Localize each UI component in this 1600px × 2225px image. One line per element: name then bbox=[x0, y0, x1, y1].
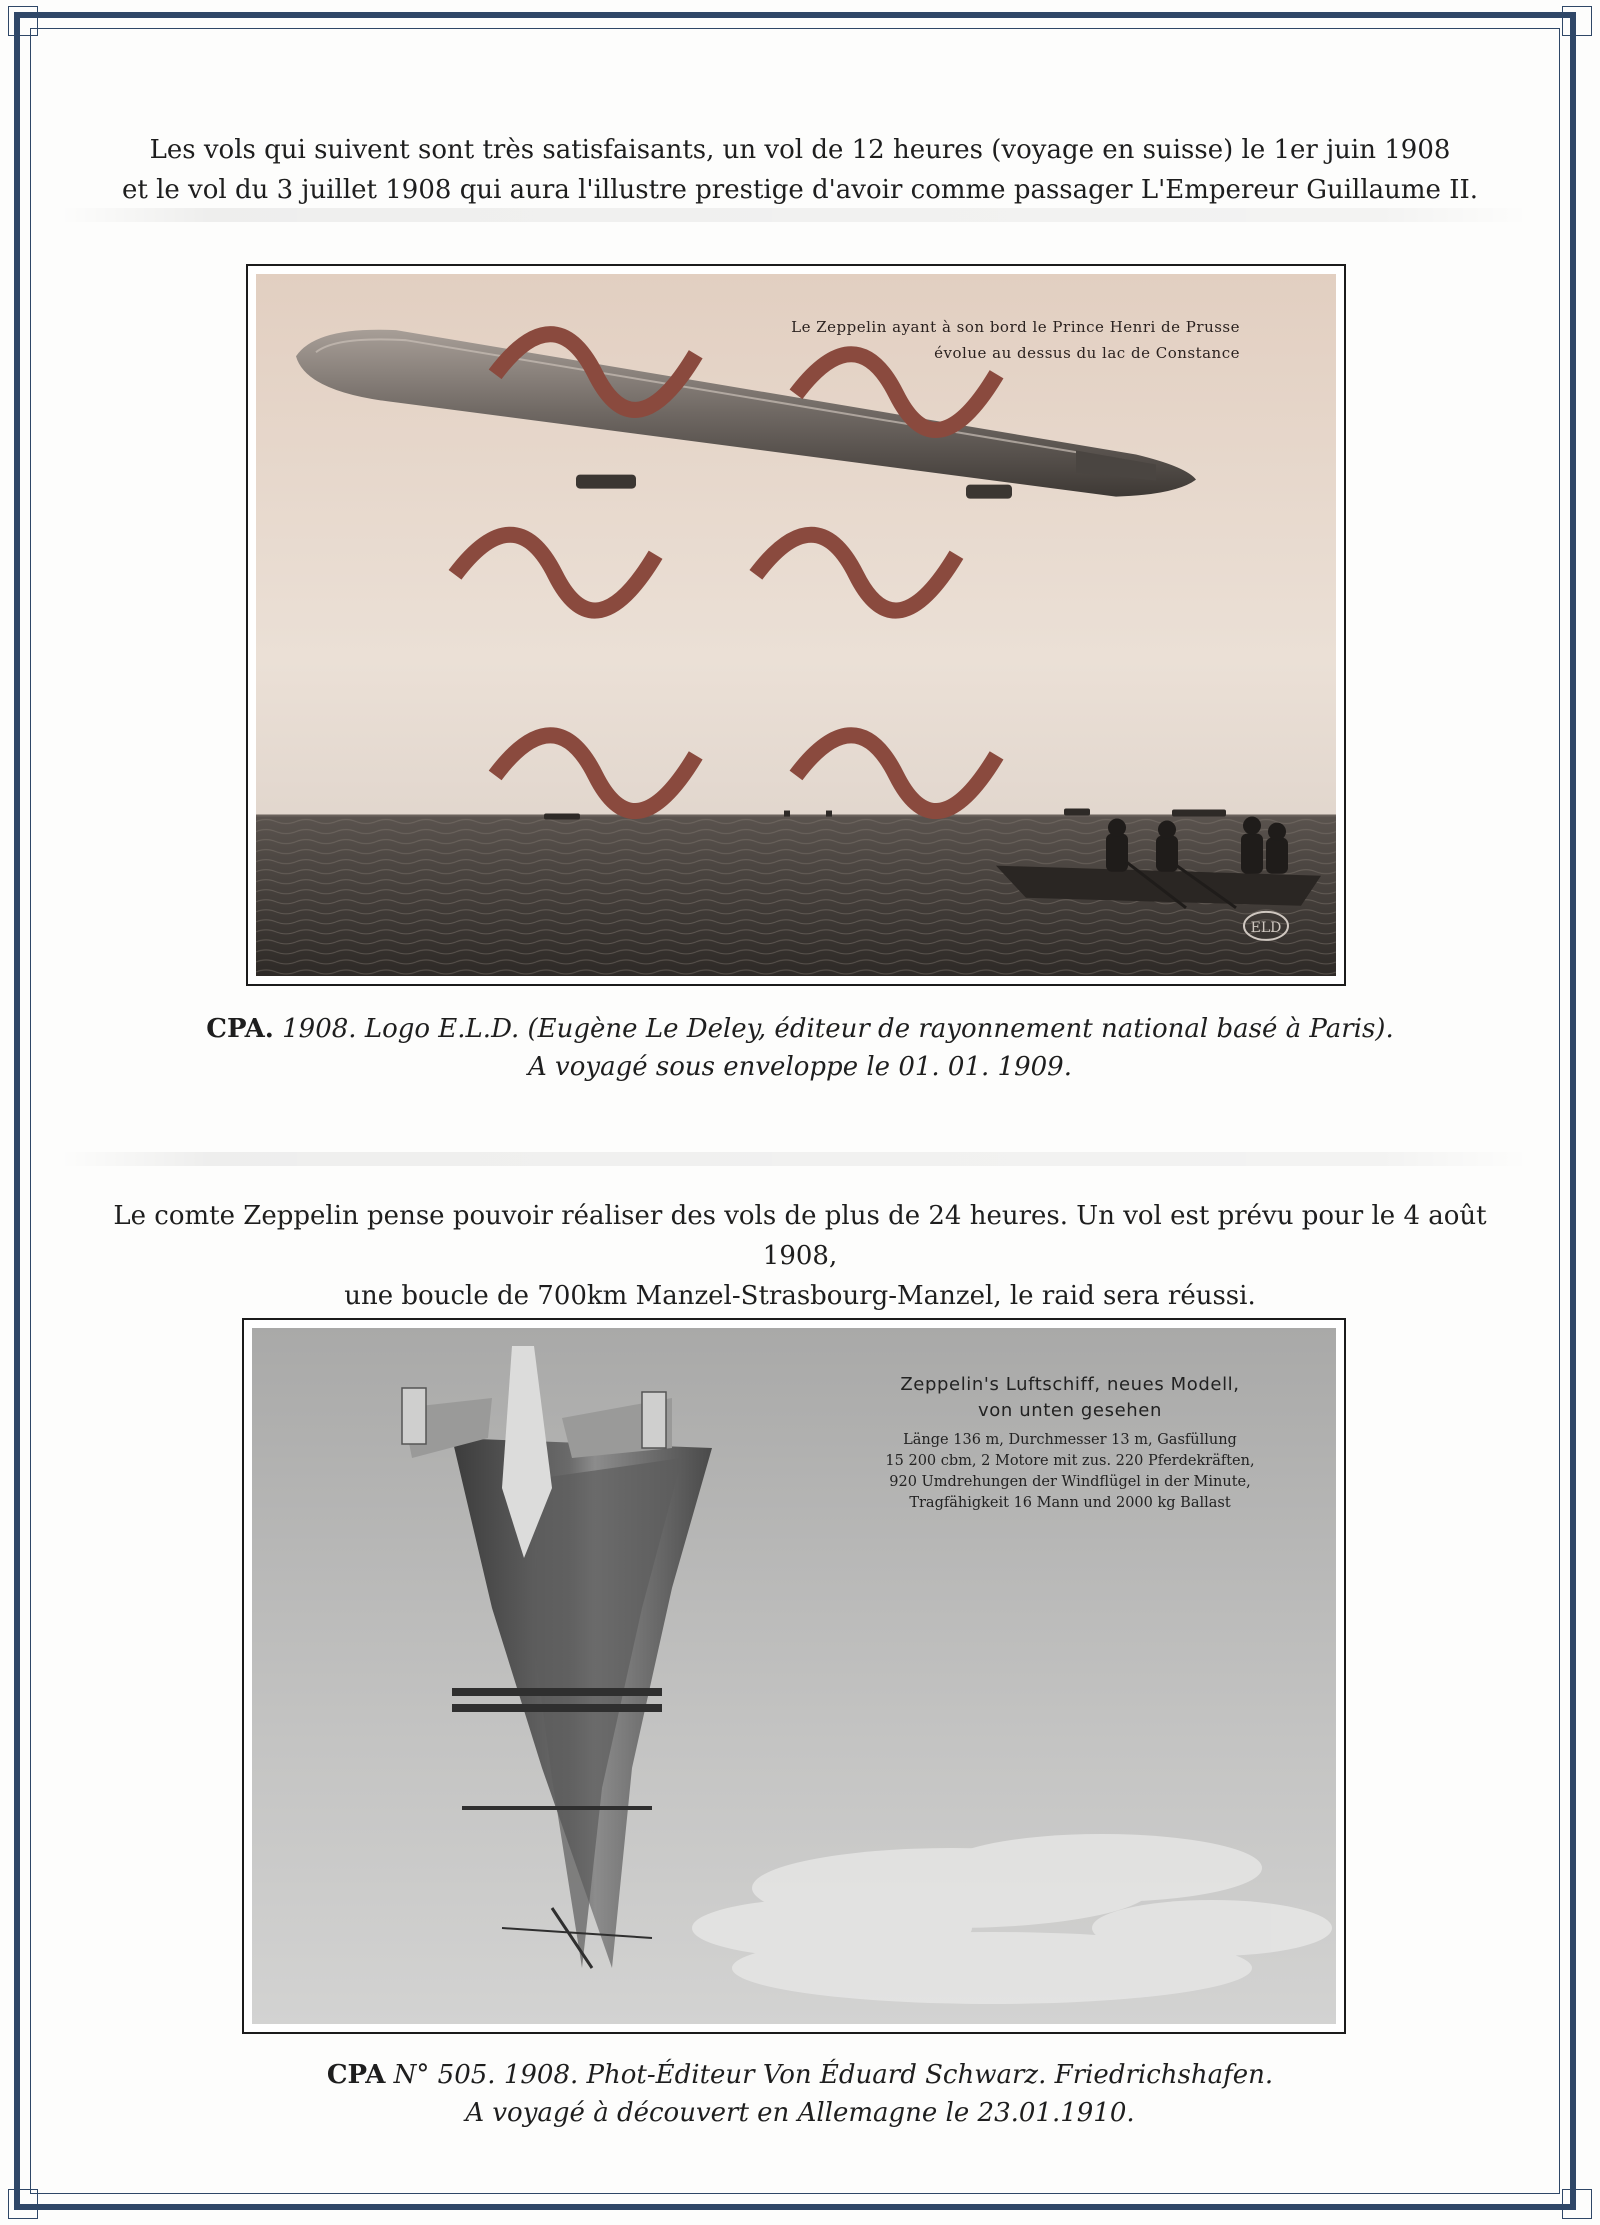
caption-specs bbox=[850, 1430, 1290, 1514]
postcard-zeppelin-lake bbox=[246, 264, 1346, 986]
description-line-2: A voyagé sous enveloppe le 01. 01. 1909. bbox=[528, 1052, 1072, 1082]
caption-title-line: Zeppelin's Luftschiff, neues Modell, bbox=[900, 1374, 1240, 1395]
intro-text-1 bbox=[80, 130, 1520, 210]
postcard-printed-caption bbox=[850, 1372, 1290, 1514]
frame-corner bbox=[8, 6, 38, 36]
description-text: N° 505. 1908. Phot-Éditeur Von Éduard Schwarz. Friedrichshafen. bbox=[385, 2060, 1274, 2090]
handwritten-marks bbox=[256, 274, 1336, 976]
intro-line: une boucle de 700km Manzel-Strasbourg-Manzel, le raid sera réussi. bbox=[344, 1281, 1256, 1311]
postcard-description-2 bbox=[100, 2056, 1500, 2132]
intro-text-2 bbox=[80, 1196, 1520, 1316]
description-line-1 bbox=[100, 1010, 1500, 1048]
divider bbox=[60, 1152, 1530, 1166]
postcard-photo bbox=[252, 1328, 1336, 2024]
frame-corner bbox=[8, 2189, 38, 2219]
description-line-2: A voyagé à découvert en Allemagne le 23.01.1910. bbox=[465, 2098, 1135, 2128]
postcard-photo bbox=[256, 274, 1336, 976]
frame-corner bbox=[1562, 6, 1592, 36]
intro-line: Les vols qui suivent sont très satisfaisants, un vol de 12 heures (voyage en suisse) le 1er juin 1908 bbox=[149, 135, 1451, 165]
publisher-logo-text: ELD bbox=[1250, 919, 1282, 936]
cpa-label: CPA. bbox=[206, 1014, 274, 1044]
spec-line: 920 Umdrehungen der Windflügel in der Minute, bbox=[889, 1474, 1251, 1490]
intro-line: et le vol du 3 juillet 1908 qui aura l'illustre prestige d'avoir comme passager L'Empereur Guillaume II. bbox=[121, 175, 1479, 205]
cpa-label: CPA bbox=[326, 2060, 386, 2090]
caption-line: évolue au dessus du lac de Constance bbox=[934, 344, 1240, 362]
spec-line: Tragfähigkeit 16 Mann und 2000 kg Ballast bbox=[909, 1495, 1231, 1511]
caption-title-line: von unten gesehen bbox=[978, 1400, 1162, 1421]
description-text: 1908. Logo E.L.D. (Eugène Le Deley, éditeur de rayonnement national basé à Paris). bbox=[273, 1014, 1394, 1044]
postcard-description-1 bbox=[100, 1010, 1500, 1086]
divider bbox=[60, 208, 1530, 222]
postcard-zeppelin-underside bbox=[242, 1318, 1346, 2034]
intro-line: Le comte Zeppelin pense pouvoir réaliser des vols de plus de 24 heures. Un vol est prévu pour le 4 août 1908, bbox=[113, 1201, 1487, 1271]
description-line-1 bbox=[100, 2056, 1500, 2094]
spec-line: 15 200 cbm, 2 Motore mit zus. 220 Pferdekräften, bbox=[885, 1453, 1255, 1469]
frame-corner bbox=[1562, 2189, 1592, 2219]
spec-line: Länge 136 m, Durchmesser 13 m, Gasfüllung bbox=[903, 1432, 1237, 1448]
caption-line: Le Zeppelin ayant à son bord le Prince Henri de Prusse bbox=[791, 318, 1240, 336]
